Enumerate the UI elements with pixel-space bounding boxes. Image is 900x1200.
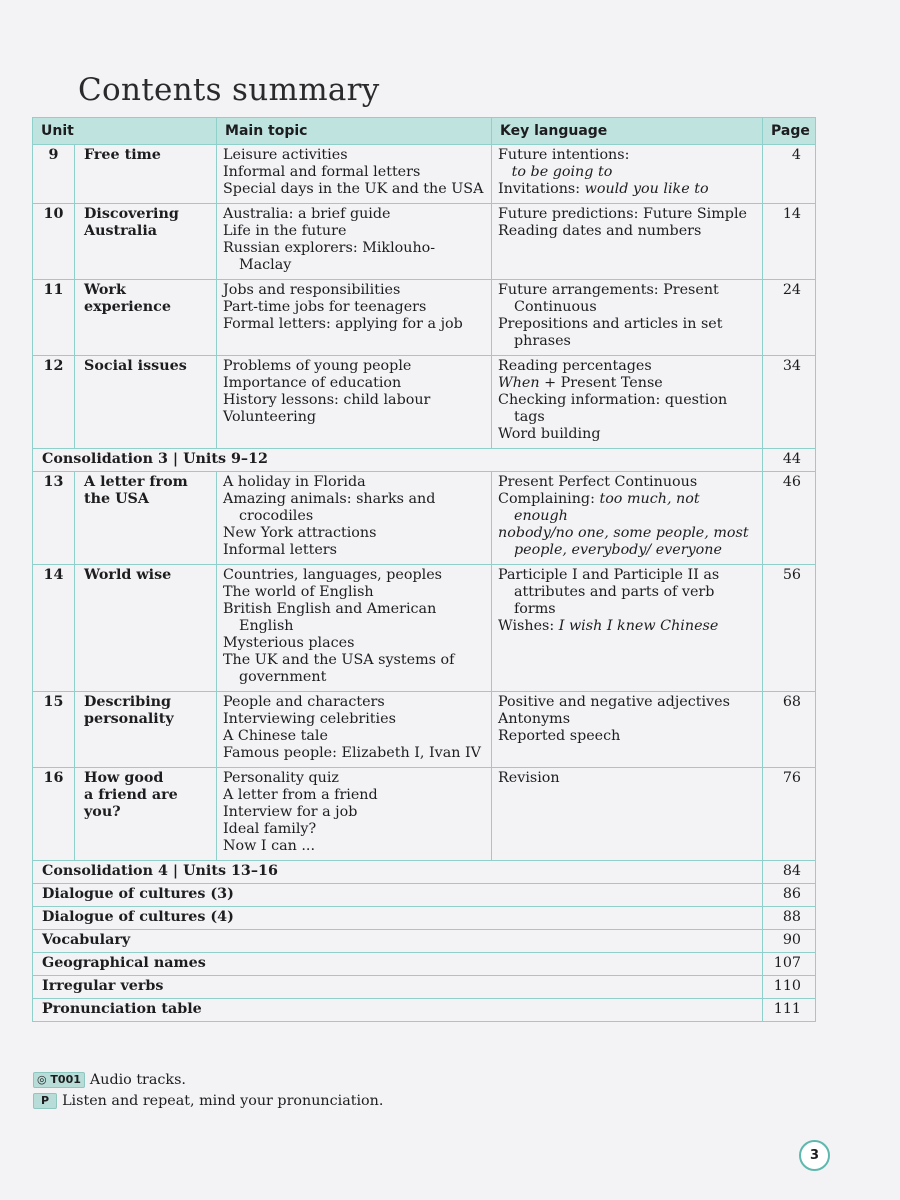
unit-number: 14 [33,565,75,692]
topic-item: Famous people: Elizabeth I, Ivan IV [223,745,481,761]
contents-table [32,117,816,1022]
page-ref: 107 [763,953,816,976]
topic-item: Part-time jobs for teenagers [223,299,427,315]
audio-track-icon: ◎ T001 [33,1072,85,1088]
topic-item: Leisure activities [223,147,348,163]
topic-item: Volunteering [223,409,317,425]
unit-title [75,145,217,204]
topic-item: A holiday in Florida [223,474,366,490]
main-topic-cell [217,145,492,204]
legend-audio-text: Audio tracks. [89,1072,186,1088]
section-row [33,861,816,884]
unit-title [75,356,217,449]
unit-number: 13 [33,472,75,565]
unit-number: 16 [33,768,75,861]
unit-title-line: experience [84,299,171,315]
unit-title-line: Discovering [84,206,179,222]
topic-item: Personality quiz [223,770,339,786]
topic-item: History lessons: child labour [223,392,431,408]
page-ref: 90 [763,930,816,953]
key-language-cell: Participle I and Participle II as attributes and parts of verb forms Wishes: I wish I knew Chinese [492,565,763,692]
topic-item: Special days in the UK and the USA [223,181,484,197]
unit-title-line: you? [84,804,121,820]
unit-title-line: the USA [84,491,149,507]
unit-title-line: a friend are [84,787,178,803]
unit-title [75,204,217,280]
topic-item: British English and American English [223,601,437,634]
unit-title-line: A letter from [84,474,188,490]
topic-item: Now I can ... [223,838,316,854]
pronunciation-icon: P [33,1093,57,1109]
topic-item: Jobs and responsibilities [223,282,401,298]
key-language-cell: Present Perfect Continuous Complaining: too much, not enough nobody/no one, some people, most people, everybody/ everyone [492,472,763,565]
key-language-cell: Reading percentages When + Present Tense Checking information: question tags Word building [492,356,763,449]
section-row-label: Pronunciation table [33,999,763,1022]
section-row-label: Dialogue of cultures (3) [33,884,763,907]
key-language-cell: Future arrangements: Present Continuous Prepositions and articles in set phrases [492,280,763,356]
topic-item: A Chinese tale [223,728,328,744]
section-row [33,999,816,1022]
header-key-language: Key language [492,118,763,145]
unit-row [33,768,816,861]
topic-item: Formal letters: applying for a job [223,316,463,332]
topic-item: Australia: a brief guide [223,206,391,222]
page-ref: 46 [763,472,816,565]
unit-title [75,768,217,861]
topic-item: The world of English [223,584,374,600]
page-ref: 14 [763,204,816,280]
topic-item: Countries, languages, peoples [223,567,442,583]
topic-item: Russian explorers: Miklouho-Maclay [223,240,436,273]
main-topic-cell [217,565,492,692]
unit-title-line: Work [84,282,126,298]
page-ref: 24 [763,280,816,356]
topic-item: People and characters [223,694,385,710]
topic-item: Interview for a job [223,804,358,820]
key-language-cell: Future predictions: Future Simple Reading dates and numbers [492,204,763,280]
main-topic-cell [217,472,492,565]
topic-item: Importance of education [223,375,402,391]
topic-item: Interviewing celebrities [223,711,396,727]
topic-item: A letter from a friend [223,787,378,803]
topic-item: Problems of young people [223,358,412,374]
main-topic-cell [217,204,492,280]
section-row-label: Irregular verbs [33,976,763,999]
section-row [33,907,816,930]
main-topic-cell [217,768,492,861]
topic-item: New York attractions [223,525,377,541]
page-ref: 4 [763,145,816,204]
header-unit: Unit [33,118,217,145]
page-ref: 110 [763,976,816,999]
section-row [33,976,816,999]
unit-row [33,472,816,565]
page-ref: 68 [763,692,816,768]
section-row [33,884,816,907]
page-title: Contents summary [78,72,380,108]
main-topic-cell [217,280,492,356]
legend-audio [33,1072,186,1088]
topic-item: Informal and formal letters [223,164,421,180]
page-ref: 56 [763,565,816,692]
unit-title-line: personality [84,711,174,727]
key-language-cell: Future intentions: to be going to Invitations: would you like to [492,145,763,204]
unit-title-line: How good [84,770,164,786]
header-main-topic: Main topic [217,118,492,145]
topic-item: Amazing animals: sharks and crocodiles [223,491,436,524]
unit-number: 15 [33,692,75,768]
unit-number: 9 [33,145,75,204]
page-ref: 88 [763,907,816,930]
table-header-row [33,118,816,145]
topic-item: Mysterious places [223,635,355,651]
section-row [33,930,816,953]
consolidation-row [33,449,816,472]
page-number-badge: 3 [799,1140,830,1171]
key-language-cell: Revision [492,768,763,861]
legend-pronunciation [33,1093,383,1109]
unit-title [75,565,217,692]
page-ref: 44 [763,449,816,472]
topic-item: Informal letters [223,542,337,558]
section-row-label: Dialogue of cultures (4) [33,907,763,930]
page-ref: 34 [763,356,816,449]
topic-item: Ideal family? [223,821,317,837]
page-ref: 84 [763,861,816,884]
section-row [33,953,816,976]
header-page: Page [763,118,816,145]
unit-title [75,692,217,768]
unit-row [33,145,816,204]
unit-row [33,692,816,768]
topic-item: Life in the future [223,223,347,239]
unit-title-line: Australia [84,223,158,239]
page-ref: 76 [763,768,816,861]
table-body [33,145,816,1022]
unit-title [75,280,217,356]
section-row-label: Consolidation 4 | Units 13–16 [33,861,763,884]
section-row-label: Vocabulary [33,930,763,953]
unit-number: 12 [33,356,75,449]
topic-item: The UK and the USA systems of government [223,652,455,685]
main-topic-cell [217,356,492,449]
unit-title-line: Describing [84,694,172,710]
unit-row [33,204,816,280]
page-ref: 111 [763,999,816,1022]
unit-row [33,565,816,692]
unit-number: 11 [33,280,75,356]
consolidation-row-label: Consolidation 3 | Units 9–12 [33,449,763,472]
unit-row [33,356,816,449]
unit-title-line: World wise [84,567,172,583]
section-row-label: Geographical names [33,953,763,976]
unit-title [75,472,217,565]
main-topic-cell [217,692,492,768]
key-language-cell: Positive and negative adjectives Antonyms Reported speech [492,692,763,768]
page-ref: 86 [763,884,816,907]
unit-row [33,280,816,356]
unit-title-line: Free time [84,147,161,163]
legend-pronunciation-text: Listen and repeat, mind your pronunciation. [62,1093,384,1109]
unit-number: 10 [33,204,75,280]
unit-title-line: Social issues [84,358,187,374]
